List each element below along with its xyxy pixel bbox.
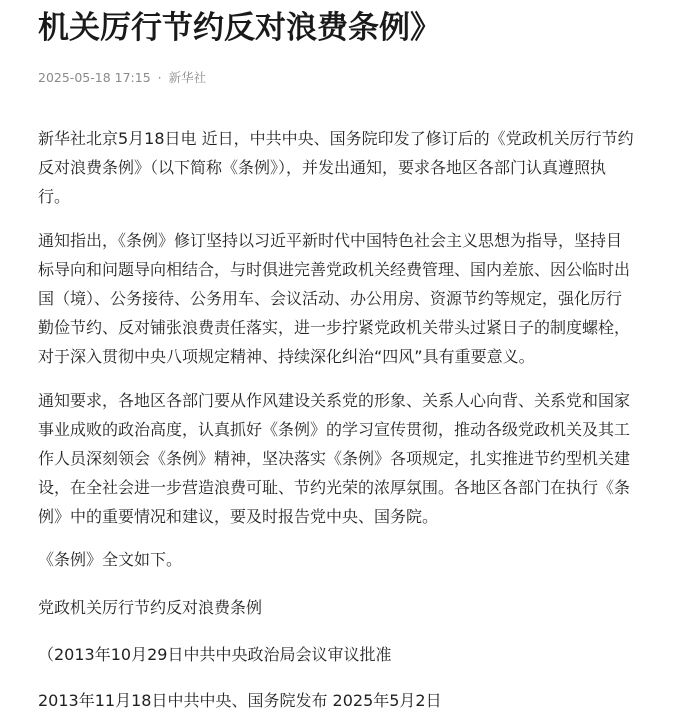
source-name: 新华社 (168, 70, 207, 85)
text-line: 设，在全社会进一步营造浪费可耻、节约光荣的浓厚氛围。各地区各部门在执行《条 (38, 478, 631, 497)
text-line: 标导向和问题导向相结合，与时俱进完善党政机关经费管理、国内差旅、因公临时出 (38, 260, 631, 279)
text-line: 2013年11月18日中共中央、国务院发布 2025年5月2日 (38, 691, 442, 710)
text-line: 勤俭节约、反对铺张浪费责任落实，进一步拧紧党政机关带头过紧日子的制度螺栓， (38, 318, 631, 337)
meta-separator: · (157, 70, 162, 85)
paragraph-issue-dates (38, 686, 678, 715)
text-line: 通知指出，《条例》修订坚持以习近平新时代中国特色社会主义思想为指导，坚持目 (38, 231, 623, 250)
text-line: 党政机关厉行节约反对浪费条例 (38, 598, 263, 617)
paragraph-regulation-title (38, 593, 678, 622)
article-title: 机关厉行节约反对浪费条例》 (38, 10, 441, 46)
paragraph-full-text-note (38, 545, 678, 574)
text-line: 《条例》全文如下。 (38, 550, 183, 569)
text-line: 行。 (38, 187, 71, 206)
text-line: 事业成败的政治高度，认真抓好《条例》的学习宣传贯彻，推动各级党政机关及其工 (38, 420, 631, 439)
text-line: 对于深入贯彻中央八项规定精神、持续深化纠治“四风”具有重要意义。 (38, 347, 535, 366)
text-line: 反对浪费条例》（以下简称《条例》），并发出通知，要求各地区各部门认真遵照执 (38, 158, 607, 177)
paragraph-approval-note (38, 640, 678, 669)
text-line: 例》中的重要情况和建议，要及时报告党中央、国务院。 (38, 507, 439, 526)
paragraph-notice-points (38, 226, 678, 371)
text-line: 通知要求，各地区各部门要从作风建设关系党的形象、关系人心向背、关系党和国家 (38, 391, 631, 410)
publish-datetime: 2025-05-18 17:15 (38, 70, 151, 85)
paragraph-intro (38, 124, 678, 211)
text-line: （2013年10月29日中共中央政治局会议审议批准 (38, 645, 392, 664)
text-line: 国（境）、公务接待、公务用车、会议活动、办公用房、资源节约等规定，强化厉行 (38, 289, 623, 308)
paragraph-notice-requirements (38, 386, 678, 531)
text-line: 新华社北京5月18日电 近日，中共中央、国务院印发了修订后的《党政机关厉行节约 (38, 129, 634, 148)
text-line: 作人员深刻领会《条例》精神，坚决落实《条例》各项规定，扎实推进节约型机关建 (38, 449, 631, 468)
article-meta (38, 69, 206, 87)
